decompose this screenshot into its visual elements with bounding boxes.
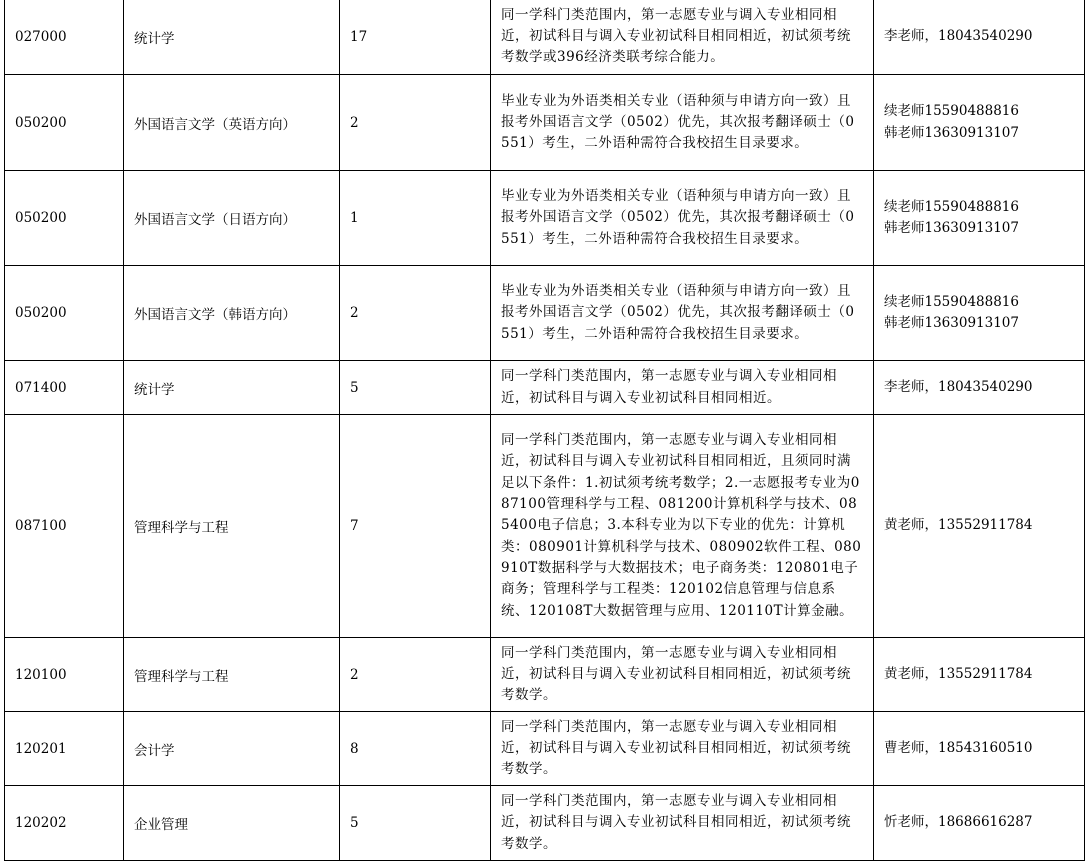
contact: 黄老师，13552911784: [874, 638, 1085, 712]
major-code: 050200: [5, 75, 124, 171]
major-code: 120202: [5, 786, 124, 861]
table-row: [5, 75, 1085, 171]
requirement: 毕业专业为外语类相关专业（语种须与申请方向一致）且报考外国语言文学（0502）优先，其次报考翻译硕士（0551）考生，二外语种需符合我校招生目录要求。: [491, 171, 874, 266]
contact: 续老师15590488816 韩老师13630913107: [874, 75, 1085, 171]
major-name: 管理科学与工程: [124, 415, 340, 638]
quota: 7: [340, 415, 491, 638]
contact: 忻老师，18686616287: [874, 786, 1085, 861]
quota: 5: [340, 786, 491, 861]
major-code: 027000: [5, 0, 124, 75]
table-row: [5, 361, 1085, 415]
table-row: [5, 171, 1085, 266]
requirement: 同一学科门类范围内，第一志愿专业与调入专业相同相近，初试科目与调入专业初试科目相同相近，初试须考统考数学。: [491, 786, 874, 861]
admissions-table: [4, 0, 1085, 861]
requirement: 毕业专业为外语类相关专业（语种须与申请方向一致）且报考外国语言文学（0502）优先，其次报考翻译硕士（0551）考生，二外语种需符合我校招生目录要求。: [491, 266, 874, 361]
quota: 5: [340, 361, 491, 415]
major-name: 统计学: [124, 361, 340, 415]
major-code: 087100: [5, 415, 124, 638]
quota: 17: [340, 0, 491, 75]
contact: 李老师，18043540290: [874, 0, 1085, 75]
contact: 续老师15590488816 韩老师13630913107: [874, 171, 1085, 266]
table-row: [5, 415, 1085, 638]
major-code: 050200: [5, 171, 124, 266]
major-name: 外国语言文学（英语方向）: [124, 75, 340, 171]
major-name: 外国语言文学（日语方向）: [124, 171, 340, 266]
major-name: 外国语言文学（韩语方向）: [124, 266, 340, 361]
contact: 黄老师，13552911784: [874, 415, 1085, 638]
contact: 续老师15590488816 韩老师13630913107: [874, 266, 1085, 361]
table-row: [5, 0, 1085, 75]
requirement: 同一学科门类范围内，第一志愿专业与调入专业相同相近，初试科目与调入专业初试科目相同相近，初试须考统考数学或396经济类联考综合能力。: [491, 0, 874, 75]
major-code: 071400: [5, 361, 124, 415]
requirement: 同一学科门类范围内，第一志愿专业与调入专业相同相近，初试科目与调入专业初试科目相同相近，初试须考统考数学。: [491, 638, 874, 712]
requirement: 同一学科门类范围内，第一志愿专业与调入专业相同相近，初试科目与调入专业初试科目相同相近，初试须考统考数学。: [491, 712, 874, 786]
requirement: 同一学科门类范围内，第一志愿专业与调入专业相同相近，初试科目与调入专业初试科目相同相近。: [491, 361, 874, 415]
requirement: 同一学科门类范围内，第一志愿专业与调入专业相同相近，初试科目与调入专业初试科目相同相近，且须同时满足以下条件：1.初试须考统考数学；2.一志愿报考专业为087100管理科学与工程、081200计算机科学与技术、085400电子信息；3.本科专业为以下专业的优先：计算机类：080901计算机科学与技术、080902软件工程、080910T数据科学与大数据技术；电子商务类：120801电子商务；管理科学与工程类：120102信息管理与信息系统、120108T大数据管理与应用、120110T计算金融。: [491, 415, 874, 638]
quota: 1: [340, 171, 491, 266]
quota: 8: [340, 712, 491, 786]
major-name: 会计学: [124, 712, 340, 786]
major-code: 120201: [5, 712, 124, 786]
major-code: 050200: [5, 266, 124, 361]
table-row: [5, 786, 1085, 861]
quota: 2: [340, 266, 491, 361]
major-code: 120100: [5, 638, 124, 712]
major-name: 企业管理: [124, 786, 340, 861]
contact: 李老师，18043540290: [874, 361, 1085, 415]
quota: 2: [340, 638, 491, 712]
requirement: 毕业专业为外语类相关专业（语种须与申请方向一致）且报考外国语言文学（0502）优先，其次报考翻译硕士（0551）考生，二外语种需符合我校招生目录要求。: [491, 75, 874, 171]
table-row: [5, 266, 1085, 361]
contact: 曹老师，18543160510: [874, 712, 1085, 786]
table-row: [5, 638, 1085, 712]
table-row: [5, 712, 1085, 786]
major-name: 统计学: [124, 0, 340, 75]
quota: 2: [340, 75, 491, 171]
major-name: 管理科学与工程: [124, 638, 340, 712]
